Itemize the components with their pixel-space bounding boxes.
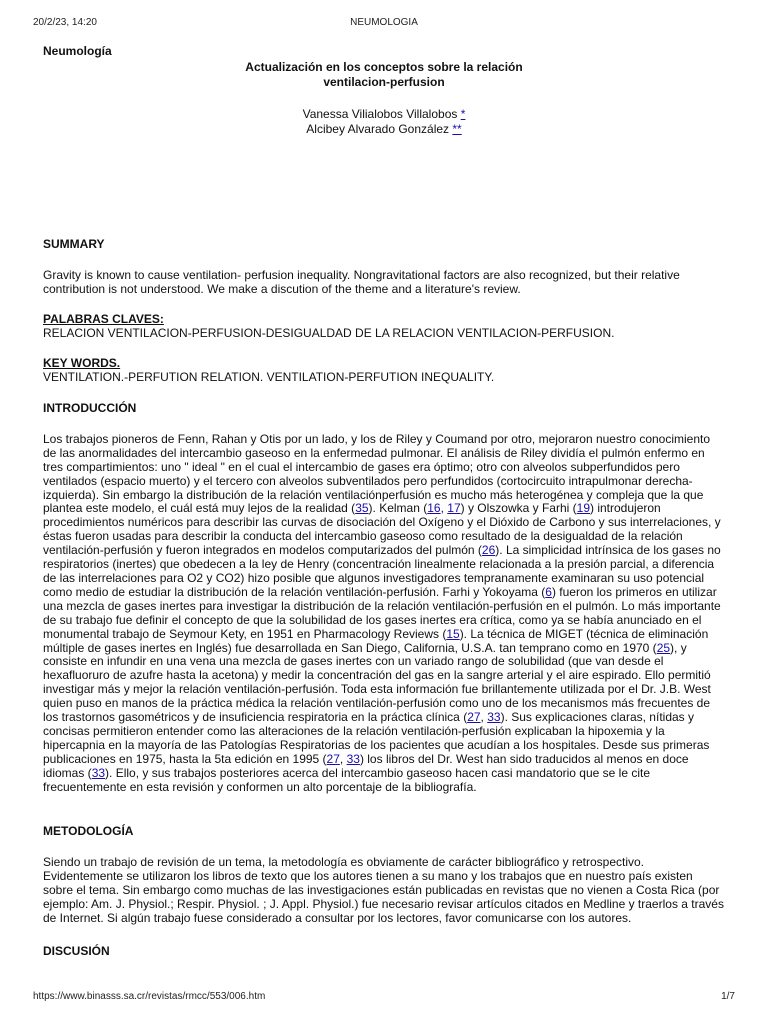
keywords-text: VENTILATION.-PERFUTION RELATION. VENTILATION-PERFUTION INEQUALITY. bbox=[43, 369, 495, 384]
keywords-section bbox=[43, 357, 725, 385]
metodologia-section bbox=[43, 825, 725, 925]
article-title bbox=[0, 60, 768, 90]
reference-link[interactable]: 27 bbox=[326, 751, 340, 766]
reference-link[interactable]: 25 bbox=[656, 640, 671, 655]
intro-text-segment: ) los libros del Dr. West han sido traducidos al menos en doce idiomas ( bbox=[43, 751, 689, 780]
palabras-section bbox=[43, 313, 725, 341]
intro-heading: INTRODUCCIÓN bbox=[43, 401, 137, 415]
author-2-name: Alcibey Alvarado González bbox=[306, 122, 450, 136]
reference-link[interactable]: 27 bbox=[467, 710, 481, 725]
summary-section bbox=[43, 238, 725, 297]
reference-link[interactable]: 33 bbox=[346, 751, 360, 766]
author-2 bbox=[0, 122, 768, 136]
reference-link[interactable]: 33 bbox=[487, 710, 501, 725]
intro-text-segment: ). La simplicidad intrínsica de los gases no respiratorios (inertes) que obedecen a la ley de Henry (concentración linealmente relacionada a la presión parcial, a diferencia de las interrelaciones para O2 y CO2) hizo posible que algunos investigadores tempranamente examinaran su uso potencial como medio de estudiar la distribución de la relación ventilación-perfusión. Farhi y Yokoyama ( bbox=[43, 543, 721, 599]
intro-section bbox=[43, 402, 725, 794]
author-1-name: Vanessa Vilialobos Villalobos bbox=[302, 107, 458, 121]
intro-text-segment: ). Ello, y sus trabajos posteriores acerca del intercambio gaseoso hacen casi mandatorio que se le cite frecuentemente en esta revisión y conformen un alto porcentaje de la bibliografía. bbox=[43, 765, 650, 794]
summary-heading: SUMMARY bbox=[43, 237, 105, 251]
intro-text-segment: ), y consiste en infundir en una vena una mezcla de gases inertes con un variado rango de solubilidad (que van desde el hexafluoruro de azufre hasta la acetona) y medir la concentración del gas en la sangre arterial y el aire espirado. Ello permitió investigar más y mejor la relación ventilación-perfusión. Toda esta información fue brillantemente utilizada por el Dr. J.B. West quien puso en manos de la práctica médica la relación ventilación-perfusión como uno de los mecanismos más frecuentes de los trastornos gasométricos y de insuficiencia respiratoria en la práctica clínica ( bbox=[43, 640, 711, 725]
intro-text-segment: , bbox=[339, 751, 347, 766]
author-1-footnote-link[interactable]: * bbox=[460, 107, 466, 121]
intro-text-segment: Los trabajos pioneros de Fenn, Rahan y Otis por un lado, y los de Riley y Coumand por otro, mejoraron nuestro conocimiento de las anormalidades del intercambio gaseoso en la enfermedad pulmonar. El análisis de Riley dividía el pulmón enfermo en tres compartimientos: uno " ideal " en el cual el intercambio de gases era óptimo; otro con alveolos subperfundidos pero ventilados (espacio muerto) y el tercero con alveolos subventilados pero perfundidos (cortocircuito intrapulmonar derecha-izquierda). Sin embargo la distribución de la relación ventilaciónperfusión es mucho más heterogénea y compleja que la que plantea este modelo, el cuál está muy lejos de la realidad ( bbox=[43, 431, 711, 516]
reference-link[interactable]: 15 bbox=[446, 626, 460, 641]
intro-text-segment: ) y Olszowka y Farhi ( bbox=[460, 501, 577, 516]
reference-link[interactable]: 17 bbox=[447, 501, 461, 516]
intro-text-segment: , bbox=[480, 710, 488, 725]
intro-text-segment: , bbox=[440, 501, 448, 516]
print-url: https://www.binasss.sa.cr/revistas/rmcc/553/006.htm bbox=[33, 991, 266, 1002]
print-datetime: 20/2/23, 14:20 bbox=[33, 17, 97, 28]
intro-text-segment: ). La técnica de MIGET (técnica de eliminación múltiple de gases inertes en Inglés) fue desarrollada en San Diego, California, U.S.A. tan temprano como en 1970 ( bbox=[43, 626, 709, 655]
intro-text-segment: ). Sus explicaciones claras, nítidas y concisas permitieron entender como las alteraciones de la relación ventilación-perfusión explicaban la hipoxemia y la hipercapnia en la mayoría de las Patologías Respiratorias de los pacientes que acudían a los hospitales. Desde sus primeras publicaciones en 1975, hasta la 5ta edición en 1995 ( bbox=[43, 710, 710, 766]
metodologia-heading: METODOLOGÍA bbox=[43, 824, 134, 838]
reference-link[interactable]: 33 bbox=[91, 765, 106, 780]
print-page-title: NEUMOLOGIA bbox=[350, 17, 418, 28]
author-1 bbox=[0, 107, 768, 121]
discusion-section bbox=[43, 945, 725, 959]
intro-text bbox=[43, 433, 725, 795]
palabras-heading: PALABRAS CLAVES: bbox=[43, 312, 164, 326]
metodologia-text: Siendo un trabajo de revisión de un tema, la metodología es obviamente de carácter bibliográfico y retrospectivo. Evidentemente se utilizaron los libros de texto que los autores tienen a su mano y los trabajos que en nuestro país existen sobre el tema. Sin embargo como muchas de las investigaciones están publicadas en revistas que no vienen a Costa Rica (por ejemplo: Am. J. Physiol.; Respir. Physiol. ; J. Appl. Physiol.) fue necesario revisar artículos citados en Medline y traerlos a través de Internet. Si algún trabajo fuese considerado a consultar por los lectores, favor comunicarse con los autores. bbox=[43, 854, 724, 925]
summary-text: Gravity is known to cause ventilation- perfusion inequality. Nongravitational factors are also recognized, but their relative contribution is not understood. We make a discution of the theme and a literature's review. bbox=[43, 267, 680, 296]
article-title-line2: ventilacion-perfusion bbox=[323, 75, 445, 89]
reference-link[interactable]: 35 bbox=[355, 501, 369, 516]
intro-text-segment: ) fueron los primeros en utilizar una mezcla de gases inertes para investigar la distribución de la relación ventilación-perfusión en el pulmón. Lo más importante de su trabajo fue definir el concepto de que la solubilidad de los gases inertes era crítica, como ya se había anunciado en el monumental trabajo de Seymour Kety, en 1951 en Pharmacology Reviews ( bbox=[43, 584, 721, 641]
reference-link[interactable]: 16 bbox=[427, 501, 441, 516]
intro-text-segment: ). Kelman ( bbox=[368, 501, 428, 516]
intro-text-segment: ) introdujeron procedimientos numéricos para describir las curvas de disociación del Oxígeno y el Dióxido de Carbono y sus interrelaciones, y éstas fueron usadas para describir la conducta del intercambio gaseoso como resultado de la desigualdad de la relación ventilación-perfusión y fueron integrados en modelos computarizados del pulmón ( bbox=[43, 501, 721, 558]
keywords-heading: KEY WORDS. bbox=[43, 356, 121, 370]
author-2-footnote-link[interactable]: ** bbox=[452, 122, 462, 136]
journal-section-label: Neumología bbox=[43, 44, 112, 58]
reference-link[interactable]: 6 bbox=[545, 584, 552, 599]
discusion-heading: DISCUSIÓN bbox=[43, 944, 110, 958]
reference-link[interactable]: 19 bbox=[576, 501, 590, 516]
print-page-number: 1/7 bbox=[721, 991, 735, 1002]
reference-link[interactable]: 26 bbox=[481, 543, 496, 558]
palabras-text: RELACION VENTILACION-PERFUSION-DESIGUALDAD DE LA RELACION VENTILACION-PERFUSION. bbox=[43, 325, 615, 340]
article-title-line1: Actualización en los conceptos sobre la relación bbox=[245, 60, 523, 74]
